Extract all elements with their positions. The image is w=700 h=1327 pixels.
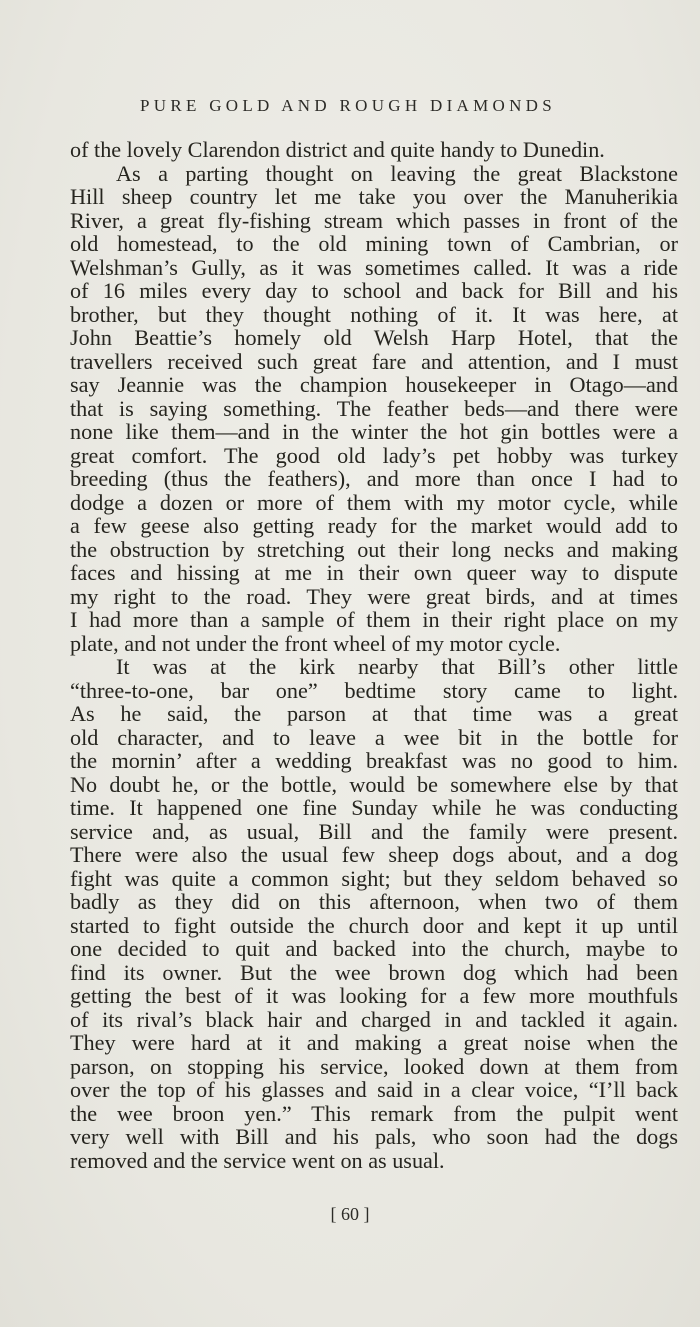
text-line: It was at the kirk nearby that Bill’s other little: [116, 654, 678, 679]
text-line: River, a great fly-fishing stream which passes in front of the: [70, 207, 678, 233]
text-line: removed and the service went on as usual.: [70, 1147, 445, 1173]
text-line: of 16 miles every day to school and back for Bill and his: [70, 278, 678, 303]
text-line: one decided to quit and backed into the church, maybe to: [70, 936, 678, 961]
text-line: started to fight outside the church door and kept it up until: [70, 912, 678, 938]
text-line: fight was quite a common sight; but they seldom behaved so: [70, 865, 678, 891]
text-line: old character, and to leave a wee bit in the bottle for: [70, 724, 678, 750]
text-line: getting the best of it was looking for a few more mouthfuls: [70, 983, 678, 1008]
text-line: John Beattie’s homely old Welsh Harp Hotel, that the: [70, 325, 678, 350]
text-line: the wee broon yen.” This remark from the pulpit went: [70, 1100, 678, 1126]
text-line: service and, as usual, Bill and the family were present.: [70, 818, 678, 844]
text-line: parson, on stopping his service, looked down at them from: [70, 1053, 678, 1079]
text-line: travellers received such great fare and attention, and I must: [70, 348, 678, 374]
text-line: great comfort. The good old lady’s pet hobby was turkey: [70, 442, 678, 468]
text-line: very well with Bill and his pals, who soon had the dogs: [70, 1124, 678, 1149]
text-line: a few geese also getting ready for the market would add to: [70, 513, 678, 538]
text-line: that is saying something. The feather beds—and there were: [70, 395, 678, 421]
text-line: As he said, the parson at that time was a great: [70, 701, 678, 726]
body-text: [70, 138, 678, 1172]
text-line: none like them—and in the winter the hot gin bottles were a: [70, 419, 678, 444]
text-line: plate, and not under the front wheel of my motor cycle.: [70, 630, 561, 656]
text-line: breeding (thus the feathers), and more than once I had to: [70, 466, 678, 491]
text-line: There were also the usual few sheep dogs about, and a dog: [70, 842, 678, 867]
text-line: “three-to-one, bar one” bedtime story came to light.: [70, 677, 678, 703]
text-line: I had more than a sample of them in their right place on my: [70, 607, 678, 632]
text-line: They were hard at it and making a great noise when the: [70, 1030, 678, 1055]
text-line: faces and hissing at me in their own queer way to dispute: [70, 560, 678, 585]
page-number: [ 60 ]: [330, 1204, 370, 1224]
text-line: find its owner. But the wee brown dog which had been: [70, 959, 678, 985]
text-line: the obstruction by stretching out their long necks and making: [70, 536, 678, 562]
text-line: old homestead, to the old mining town of Cambrian, or: [70, 231, 678, 256]
text-line: the mornin’ after a wedding breakfast was no good to him.: [70, 748, 678, 773]
text-line: my right to the road. They were great birds, and at times: [70, 583, 678, 609]
text-line: badly as they did on this afternoon, when two of them: [70, 889, 678, 914]
running-head: PURE GOLD AND ROUGH DIAMONDS: [139, 96, 557, 115]
text-line: No doubt he, or the bottle, would be somewhere else by that: [70, 771, 678, 797]
text-line: dodge a dozen or more of them with my motor cycle, while: [70, 489, 678, 515]
text-line: As a parting thought on leaving the great Blackstone: [116, 160, 678, 186]
text-line: Welshman’s Gully, as it was sometimes called. It was a ride: [70, 254, 678, 280]
text-line: over the top of his glasses and said in a clear voice, “I’ll back: [70, 1077, 678, 1102]
text-line: Hill sheep country let me take you over the Manuherikia: [70, 184, 678, 209]
text-line: time. It happened one fine Sunday while he was conducting: [70, 795, 678, 820]
text-line: brother, but they thought nothing of it. It was here, at: [70, 301, 678, 327]
text-line: of the lovely Clarendon district and quite handy to Dunedin.: [70, 137, 605, 162]
text-line: say Jeannie was the champion housekeeper in Otago—and: [70, 372, 678, 397]
text-line: of its rival’s black hair and charged in and tackled it again.: [70, 1006, 678, 1032]
